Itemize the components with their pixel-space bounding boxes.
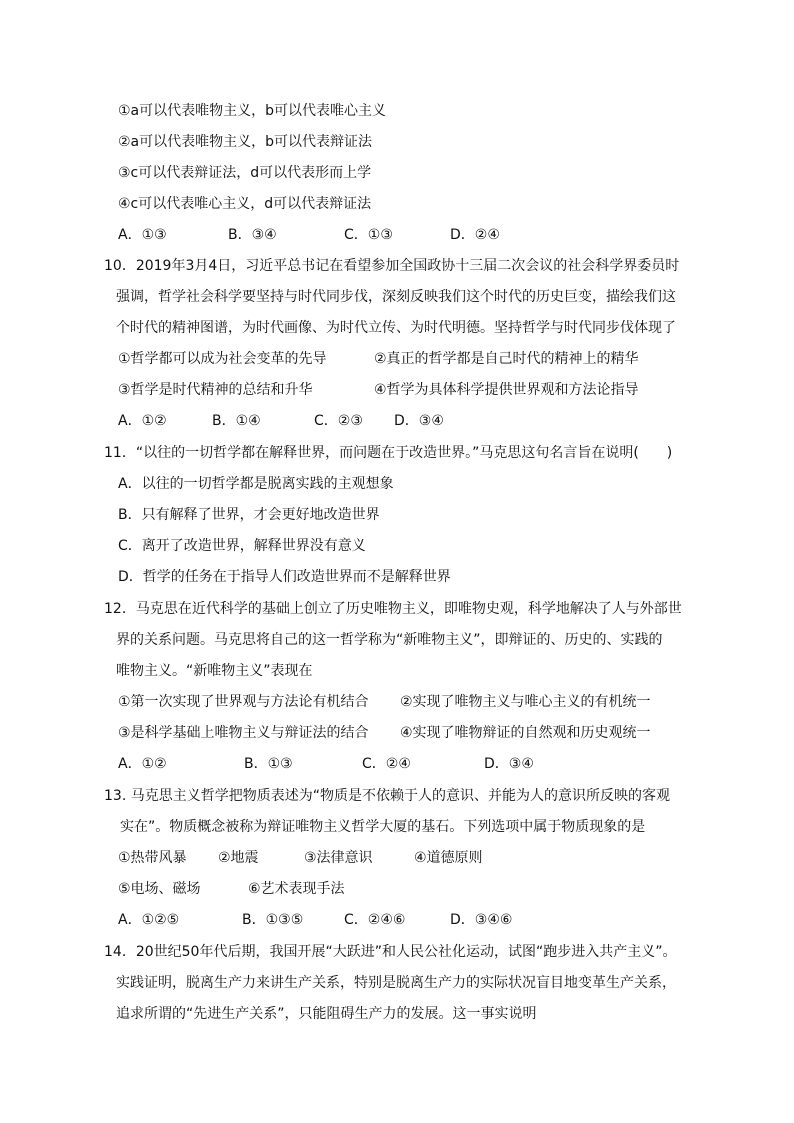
q9-answer-b: B．③④ bbox=[228, 227, 277, 243]
q11-option-b: B．只有解释了世界，才会更好地改造世界 bbox=[118, 507, 380, 523]
q13-answer-b: B．①③⑤ bbox=[242, 912, 304, 928]
q12-option-1: ①第一次实现了世界观与方法论有机结合 bbox=[118, 694, 369, 710]
q10-option-1: ①哲学都可以成为社会变革的先导 bbox=[118, 351, 327, 367]
q9-answers bbox=[118, 225, 678, 245]
q9-option-4: ④c可以代表唯心主义，d可以代表辩证法 bbox=[118, 196, 372, 212]
q12-option-4: ④实现了唯物辩证的自然观和历史观统一 bbox=[400, 725, 651, 741]
q10-stem-line-2: 强调，哲学社会科学要坚持与时代同步伐，深刻反映我们这个时代的历史巨变，描绘我们这 bbox=[116, 289, 676, 305]
q13-answer-c: C．②④⑥ bbox=[344, 912, 406, 928]
q10-answers bbox=[118, 411, 678, 431]
q11-option-a: A．以往的一切哲学都是脱离实践的主观想象 bbox=[118, 476, 394, 492]
q9-option-3: ③c可以代表辩证法，d可以代表形而上学 bbox=[118, 165, 372, 181]
q13-answer-d: D．③④⑥ bbox=[450, 912, 513, 928]
q13-option-5: ⑤电场、磁场 bbox=[118, 881, 201, 897]
q13-stem-line-1: 13. 马克思主义哲学把物质表述为“物质是不依赖于人的意识、并能为人的意识所反映的客观 bbox=[104, 788, 670, 804]
q12-options-row-2 bbox=[118, 723, 678, 743]
q14-stem-line-3: 追求所谓的“先进生产关系”，只能阻碍生产力的发展。这一事实说明 bbox=[116, 1006, 537, 1022]
q12-answer-a: A．①② bbox=[118, 756, 167, 772]
q11-option-d: D．哲学的任务在于指导人们改造世界而不是解释世界 bbox=[118, 569, 451, 585]
q10-options-row-1 bbox=[118, 349, 678, 369]
q13-option-6: ⑥艺术表现手法 bbox=[248, 881, 345, 897]
q12-answer-d: D．③④ bbox=[484, 756, 534, 772]
q12-answer-c: C．②④ bbox=[362, 756, 411, 772]
q12-option-2: ②实现了唯物主义与唯心主义的有机统一 bbox=[400, 694, 651, 710]
q13-option-4: ④道德原则 bbox=[414, 850, 483, 866]
q13-stem-line-2: 实在”。物质概念被称为辩证唯物主义哲学大厦的基石。下列选项中属于物质现象的是 bbox=[120, 819, 646, 835]
q12-answer-b: B．①③ bbox=[244, 756, 293, 772]
q11-option-c: C．离开了改造世界，解释世界没有意义 bbox=[118, 538, 366, 554]
q10-answer-c: C．②③ bbox=[314, 413, 363, 429]
q12-options-row-1 bbox=[118, 692, 678, 712]
q10-option-3: ③哲学是时代精神的总结和升华 bbox=[118, 382, 313, 398]
q9-answer-a: A．①③ bbox=[118, 227, 167, 243]
q13-options-row-2 bbox=[118, 879, 678, 899]
q10-option-4: ④哲学为具体科学提供世界观和方法论指导 bbox=[374, 382, 639, 398]
q13-answer-a: A．①②⑤ bbox=[118, 912, 180, 928]
q12-stem-line-2: 界的关系问题。马克思将自己的这一哲学称为“新唯物主义”，即辩证的、历史的、实践的 bbox=[116, 632, 663, 648]
q10-answer-d: D．③④ bbox=[394, 413, 444, 429]
q13-option-3: ③法律意识 bbox=[304, 850, 373, 866]
q14-stem-line-2: 实践证明，脱离生产力来讲生产关系，特别是脱离生产力的实际状况盲目地变革生产关系， bbox=[116, 975, 676, 991]
q12-stem-line-3: 唯物主义。“新唯物主义”表现在 bbox=[116, 663, 313, 679]
q10-answer-a: A．①② bbox=[118, 413, 167, 429]
q14-stem-line-1: 14．20世纪50年代后期，我国开展“大跃进”和人民公社化运动，试图“跑步进入共产主义”。 bbox=[104, 944, 677, 960]
q9-option-2: ②a可以代表唯物主义，b可以代表辩证法 bbox=[118, 134, 373, 150]
q13-options-row-1 bbox=[118, 848, 678, 868]
q10-option-2: ②真正的哲学都是自己时代的精神上的精华 bbox=[374, 351, 639, 367]
q10-answer-b: B．①④ bbox=[212, 413, 261, 429]
q9-option-1: ①a可以代表唯物主义，b可以代表唯心主义 bbox=[118, 103, 387, 119]
q9-answer-c: C．①③ bbox=[344, 227, 393, 243]
q12-option-3: ③是科学基础上唯物主义与辩证法的结合 bbox=[118, 725, 369, 741]
q10-stem-line-1: 10．2019年3月4日，习近平总书记在看望参加全国政协十三届二次会议的社会科学界委员时 bbox=[104, 258, 680, 274]
q11-stem: 11．“以往的一切哲学都在解释世界，而问题在于改造世界。”马克思这句名言旨在说明( ) bbox=[104, 445, 673, 461]
q12-stem-line-1: 12．马克思在近代科学的基础上创立了历史唯物主义，即唯物史观，科学地解决了人与外部世 bbox=[104, 601, 682, 617]
q10-options-row-2 bbox=[118, 380, 678, 400]
q9-answer-d: D．②④ bbox=[450, 227, 500, 243]
q13-option-1: ①热带风暴 bbox=[118, 850, 187, 866]
q10-stem-line-3: 个时代的精神图谱，为时代画像、为时代立传、为时代明德。坚持哲学与时代同步伐体现了 bbox=[116, 320, 676, 336]
q13-option-2: ②地震 bbox=[218, 850, 259, 866]
q13-answers bbox=[118, 910, 678, 930]
q12-answers bbox=[118, 754, 678, 774]
